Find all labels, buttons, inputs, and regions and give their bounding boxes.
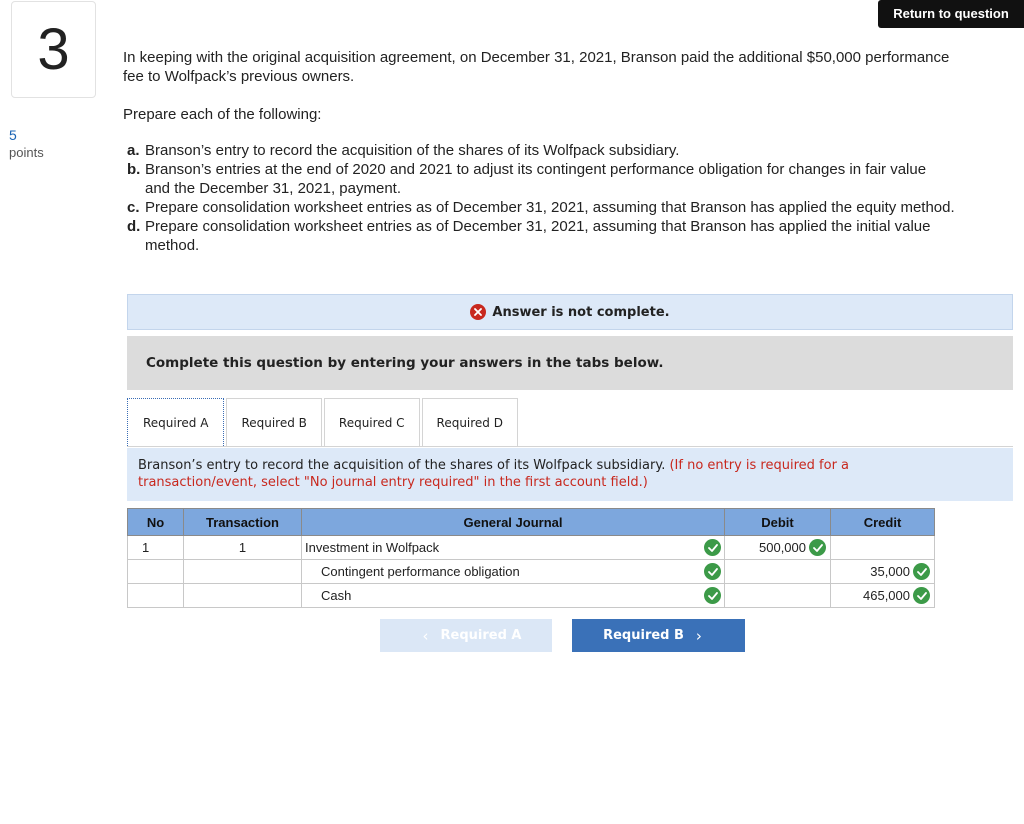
tab-required-b[interactable] — [226, 398, 321, 446]
tab-divider — [127, 446, 1013, 447]
tab-label: Required A — [143, 415, 209, 430]
points-label: points — [9, 145, 44, 160]
intro-line-1: In keeping with the original acquisition agreement, on December 31, 2021, Branson paid the additional $50,000 performance — [123, 49, 950, 66]
debit-amount: 500,000 — [759, 540, 806, 555]
check-icon — [913, 587, 930, 604]
account-cell[interactable] — [302, 536, 725, 560]
task-text: Branson’s entry to record the acquisition of the shares of its Wolfpack subsidiary. — [145, 142, 680, 159]
points-value: 5 — [9, 127, 17, 143]
task-text: Branson’s entries at the end of 2020 and 2021 to adjust its contingent performance obligation for changes in fair value — [145, 161, 927, 178]
table-row — [128, 560, 935, 584]
tab-label: Required B — [241, 415, 307, 430]
credit-cell[interactable] — [831, 536, 935, 560]
task-b — [127, 160, 1017, 198]
credit-cell[interactable] — [831, 584, 935, 608]
header-transaction: Transaction — [184, 509, 302, 536]
tab-required-c[interactable] — [324, 398, 420, 446]
row-transaction — [184, 584, 302, 608]
credit-amount: 35,000 — [870, 564, 910, 579]
task-c — [127, 198, 1017, 217]
header-debit: Debit — [725, 509, 831, 536]
task-text: method. — [145, 237, 200, 254]
account-name: Contingent performance obligation — [321, 564, 520, 579]
row-transaction — [184, 560, 302, 584]
requirement-note-continued: transaction/event, select "No journal entry required" in the first account field.) — [138, 474, 648, 490]
chevron-left-icon: ‹ — [422, 626, 429, 645]
intro-line-2: fee to Wolfpack’s previous owners. — [123, 68, 355, 85]
table-row — [128, 584, 935, 608]
check-icon — [704, 539, 721, 556]
row-no — [128, 560, 184, 584]
chevron-right-icon: › — [695, 626, 702, 645]
tab-bar — [127, 398, 520, 446]
journal-table — [127, 508, 935, 608]
prepare-heading: Prepare each of the following: — [123, 106, 322, 123]
check-icon — [809, 539, 826, 556]
instructions-banner — [127, 336, 1013, 390]
previous-required-a-button[interactable] — [380, 619, 552, 652]
requirement-note: (If no entry is required for a — [669, 458, 850, 473]
check-icon — [913, 563, 930, 580]
task-text: and the December 31, 2021, payment. — [145, 180, 401, 197]
tab-label: Required C — [338, 415, 405, 430]
journal-header-row — [128, 509, 935, 536]
account-cell[interactable] — [302, 584, 725, 608]
task-letter: c. — [127, 199, 140, 216]
task-d — [127, 217, 1017, 255]
task-letter: b. — [127, 161, 141, 178]
account-cell[interactable] — [302, 560, 725, 584]
instructions-text: Complete this question by entering your answers in the tabs below. — [146, 355, 664, 371]
table-row — [128, 536, 935, 560]
task-letter: a. — [127, 142, 140, 159]
incorrect-x-icon — [470, 304, 486, 320]
tab-label: Required D — [436, 415, 503, 430]
debit-cell[interactable] — [725, 584, 831, 608]
status-text: Answer is not complete. — [492, 304, 670, 320]
task-text: Prepare consolidation worksheet entries as of December 31, 2021, assuming that Branson has applied the equity method. — [145, 199, 955, 216]
intro-text — [123, 48, 1023, 86]
question-number: 3 — [11, 1, 96, 98]
header-no: No — [128, 509, 184, 536]
prev-label: Required A — [440, 628, 522, 643]
task-letter: d. — [127, 218, 141, 235]
account-name: Investment in Wolfpack — [305, 540, 440, 555]
next-required-b-button[interactable] — [572, 619, 745, 652]
check-icon — [704, 563, 721, 580]
row-no — [128, 584, 184, 608]
check-icon — [704, 587, 721, 604]
status-banner — [127, 294, 1013, 330]
header-general-journal: General Journal — [302, 509, 725, 536]
credit-cell[interactable] — [831, 560, 935, 584]
credit-amount: 465,000 — [863, 588, 910, 603]
task-list — [127, 141, 1017, 255]
requirement-banner — [127, 448, 1013, 501]
debit-cell[interactable] — [725, 536, 831, 560]
row-no: 1 — [128, 536, 184, 560]
requirement-text: Branson’s entry to record the acquisition of the shares of its Wolfpack subsidiary. — [138, 458, 666, 473]
return-to-question-button[interactable]: Return to question — [878, 0, 1024, 28]
task-a — [127, 141, 1017, 160]
next-label: Required B — [603, 628, 684, 643]
tab-required-d[interactable] — [422, 398, 518, 446]
header-credit: Credit — [831, 509, 935, 536]
tab-required-a[interactable] — [127, 398, 224, 446]
row-transaction: 1 — [184, 536, 302, 560]
account-name: Cash — [321, 588, 352, 603]
debit-cell[interactable] — [725, 560, 831, 584]
task-text: Prepare consolidation worksheet entries as of December 31, 2021, assuming that Branson has applied the initial value — [145, 218, 931, 235]
